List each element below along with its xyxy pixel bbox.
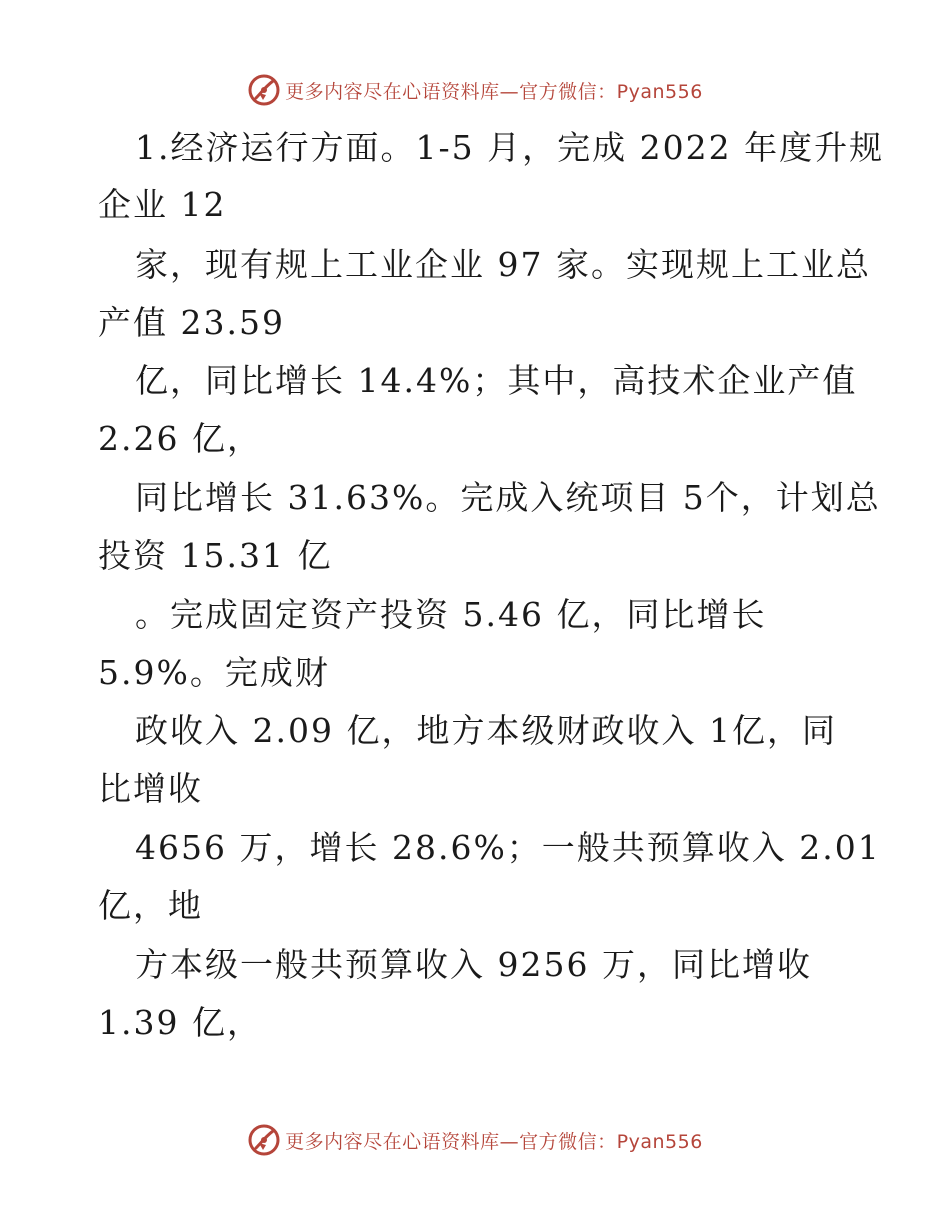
text-line: 产值 23.59 (98, 303, 285, 342)
text-line: 。完成固定资产投资 5.46 亿，同比增长 (135, 595, 767, 634)
text-line: 企业 12 (98, 185, 227, 224)
text-line: 1.39 亿， (98, 1003, 262, 1042)
text-line: 5.9%。完成财 (98, 653, 330, 692)
text-line: 家，现有规上工业企业 97 家。实现规上工业总 (135, 245, 871, 284)
text-line: 方本级一般共预算收入 9256 万，同比增收 (135, 945, 812, 984)
text-line: 比增收 (98, 769, 203, 808)
text-line: 亿，同比增长 14.4%；其中，高技术企业产值 (135, 361, 858, 400)
text-line: 政收入 2.09 亿，地方本级财政收入 1亿，同 (135, 711, 837, 750)
text-line: 同比增长 31.63%。完成入统项目 5个，计划总 (135, 478, 881, 517)
brand-logo-icon (247, 1123, 281, 1157)
banner-text: 更多内容尽在心语资料库—官方微信：Pyan556 (285, 1130, 703, 1153)
footer-banner (0, 1120, 950, 1160)
brand-logo-icon (247, 73, 281, 107)
text-line: 亿，地 (98, 886, 203, 925)
header-banner (0, 70, 950, 110)
text-line: 1.经济运行方面。1-5 月，完成 2022 年度升规 (135, 128, 885, 167)
text-line: 投资 15.31 亿 (98, 536, 333, 575)
banner-text: 更多内容尽在心语资料库—官方微信：Pyan556 (285, 80, 703, 103)
text-line: 4656 万，增长 28.6%；一般共预算收入 2.01 (135, 828, 881, 867)
text-line: 2.26 亿， (98, 419, 262, 458)
